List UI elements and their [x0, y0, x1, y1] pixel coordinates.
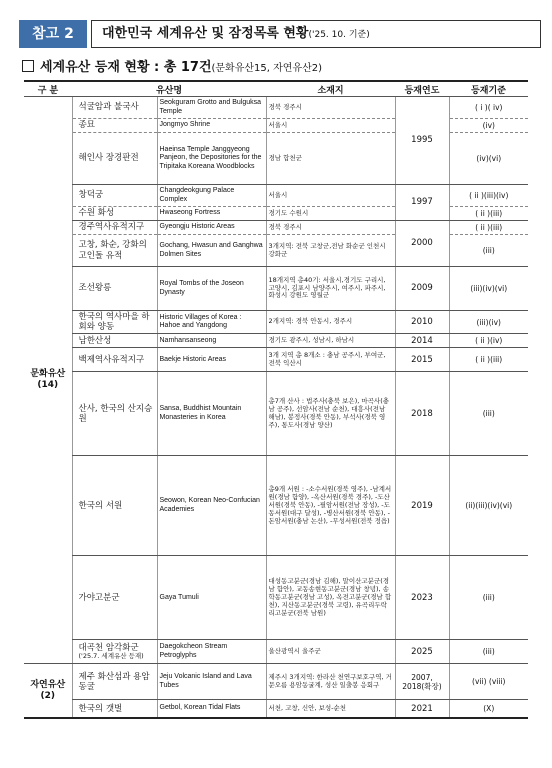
heritage-name-en: Seowon, Korean Neo-Confucian Academies — [157, 456, 266, 556]
category-cultural: 문화유산 (14) — [24, 97, 72, 664]
table-row — [24, 640, 528, 664]
year: 2023 — [395, 556, 449, 640]
table-row — [24, 207, 528, 221]
table-row — [24, 133, 528, 185]
year: 2018 — [395, 372, 449, 456]
criteria: (iii) — [449, 556, 528, 640]
registration-note: ('25.7. 세계유산 등재) — [78, 652, 144, 661]
criteria: (iv)(vi) — [449, 133, 528, 185]
heritage-name-en: Jongmyo Shrine — [157, 119, 266, 133]
heritage-name-ko: 해인사 장경판전 — [72, 133, 157, 185]
location: 대성동고분군(경남 김해), 말이산고분군(경남 함안), 교동송현동고분군(경남 창녕), 송학동고분군(경남 고성), 옥전고분군(경남 합천), 지산동고분군(경북 고령), 유곡리두락리고분군(전북 남원) — [266, 556, 395, 640]
table-row — [24, 664, 528, 700]
location: 서울시 — [266, 119, 395, 133]
location: 2개지역: 경북 안동시, 경주시 — [266, 311, 395, 334]
page-header — [19, 20, 531, 48]
year: 2014 — [395, 334, 449, 348]
year: 2025 — [395, 640, 449, 664]
location: 울산광역시 울주군 — [266, 640, 395, 664]
table-row — [24, 334, 528, 348]
heritage-name-ko: 종묘 — [72, 119, 157, 133]
heritage-name-en: Changdeokgung Palace Complex — [157, 185, 266, 207]
location: 경기도 광주시, 성남시, 하남시 — [266, 334, 395, 348]
heritage-name-ko: 한국의 서원 — [72, 456, 157, 556]
header-location: 소재지 — [266, 81, 395, 97]
heritage-name-en: Seokguram Grotto and Bulguksa Temple — [157, 97, 266, 119]
checkbox-icon — [22, 60, 34, 72]
criteria: (iii)(iv) — [449, 311, 528, 334]
year: 2010 — [395, 311, 449, 334]
table-row — [24, 372, 528, 456]
location: 경기도 수원시 — [266, 207, 395, 221]
heritage-name-ko: 경주역사유적지구 — [72, 221, 157, 235]
table-row — [24, 267, 528, 311]
title-box — [91, 20, 541, 48]
section-heading — [22, 56, 322, 75]
table-row — [24, 235, 528, 267]
location: 경남 합천군 — [266, 133, 395, 185]
table-row — [24, 97, 528, 119]
heritage-name-en: Historic Villages of Korea : Hahoe and Yangdong — [157, 311, 266, 334]
criteria: (iii) — [449, 640, 528, 664]
criteria: ( ii )(iii) — [449, 348, 528, 372]
heritage-name-ko-cell — [72, 640, 157, 664]
heritage-name-ko: 대곡천 암각화군 — [78, 642, 139, 653]
header-criteria: 등재기준 — [449, 81, 528, 97]
year: 1997 — [395, 185, 449, 221]
location: 총7개 산사 : 법주사(충북 보은), 마곡사(충남 공주), 선암사(전남 순천), 대흥사(전남 해남), 봉정사(경북 안동), 부석사(경북 영주), 통도사(경남 양산) — [266, 372, 395, 456]
heritage-name-ko: 조선왕릉 — [72, 267, 157, 311]
heritage-name-en: Sansa, Buddhist Mountain Monasteries in Korea — [157, 372, 266, 456]
heritage-name-en: Getbol, Korean Tidal Flats — [157, 700, 266, 718]
location: 총9개 서원 : -소수서원(경북 영주), -남계서원(경남 함양), -옥산서원(경북 경주), -도산서원(경북 안동), -필암서원(전남 장성), -도동서원(대구 달성), -병산서원(경북 안동), -돈암서원(충남 논산), -무성서원(전북 정읍) — [266, 456, 395, 556]
location: 서천, 고창, 신안, 보성-순천 — [266, 700, 395, 718]
table-row — [24, 119, 528, 133]
heritage-name-ko: 산사, 한국의 산지승원 — [72, 372, 157, 456]
criteria: (X) — [449, 700, 528, 718]
header-year: 등재연도 — [395, 81, 449, 97]
section-title: 세계유산 등재 현황 : 총 17건 — [40, 60, 212, 75]
heritage-name-ko: 창덕궁 — [72, 185, 157, 207]
criteria: (iii) — [449, 235, 528, 267]
criteria: ( ii )(iii)(iv) — [449, 185, 528, 207]
heritage-name-en: Gyeongju Historic Areas — [157, 221, 266, 235]
table-row — [24, 348, 528, 372]
table-row — [24, 700, 528, 718]
heritage-name-ko: 한국의 갯벌 — [72, 700, 157, 718]
location: 서울시 — [266, 185, 395, 207]
table-row — [24, 221, 528, 235]
heritage-name-ko: 백제역사유적지구 — [72, 348, 157, 372]
criteria: ( i )( iv) — [449, 97, 528, 119]
location: 18개지역 총40기: 서울시,경기도 구리시, 고양시, 김포시 남양주시, 여주시, 파주시, 화성시 강원도 영월군 — [266, 267, 395, 311]
year: 2000 — [395, 221, 449, 267]
heritage-name-ko: 한국의 역사마을 하회와 양동 — [72, 311, 157, 334]
year: 2009 — [395, 267, 449, 311]
criteria: ( ii )(iii) — [449, 221, 528, 235]
year: 2019 — [395, 456, 449, 556]
heritage-name-en: Gochang, Hwasun and Ganghwa Dolmen Sites — [157, 235, 266, 267]
heritage-name-ko: 가야고분군 — [72, 556, 157, 640]
criteria: (iii)(iv)(vi) — [449, 267, 528, 311]
heritage-name-ko: 석굴암과 불국사 — [72, 97, 157, 119]
header-category: 구 분 — [24, 81, 72, 97]
table-row — [24, 556, 528, 640]
heritage-name-en: Gaya Tumuli — [157, 556, 266, 640]
heritage-name-en: Hwaseong Fortress — [157, 207, 266, 221]
table-row — [24, 311, 528, 334]
year: 1995 — [395, 97, 449, 185]
heritage-name-en: Haeinsa Temple Janggyeong Panjeon, the Depositories for the Tripitaka Koreana Woodblocks — [157, 133, 266, 185]
location: 경북 경주시 — [266, 221, 395, 235]
location: 3개지역: 전북 고창군,전남 화순군 인천시 강화군 — [266, 235, 395, 267]
date-note: ('25. 10. 기준) — [308, 30, 370, 40]
criteria: (iv) — [449, 119, 528, 133]
heritage-name-ko: 남한산성 — [72, 334, 157, 348]
heritage-name-ko: 제주 화산섬과 용암동굴 — [72, 664, 157, 700]
heritage-name-en: Namhansanseong — [157, 334, 266, 348]
category-natural: 자연유산 (2) — [24, 664, 72, 718]
criteria: (vii) (viii) — [449, 664, 528, 700]
heritage-name-en: Daegokcheon Stream Petroglyphs — [157, 640, 266, 664]
criteria: ( ii )(iii) — [449, 207, 528, 221]
heritage-name-en: Jeju Volcanic Island and Lava Tubes — [157, 664, 266, 700]
criteria: (ii)(iii)(iv)(vi) — [449, 456, 528, 556]
criteria: (iii) — [449, 372, 528, 456]
year: 2007, 2018(확장) — [395, 664, 449, 700]
heritage-name-ko: 수원 화성 — [72, 207, 157, 221]
location: 경북 경주시 — [266, 97, 395, 119]
heritage-table — [24, 80, 528, 719]
heritage-name-en: Royal Tombs of the Joseon Dynasty — [157, 267, 266, 311]
heritage-name-ko: 고창, 화순, 강화의 고인돌 유적 — [72, 235, 157, 267]
table-row — [24, 456, 528, 556]
table-row — [24, 185, 528, 207]
document-title: 대한민국 세계유산 및 잠정목록 현황 — [102, 26, 309, 41]
year: 2021 — [395, 700, 449, 718]
reference-badge: 참고 2 — [19, 20, 87, 48]
heritage-name-en: Baekje Historic Areas — [157, 348, 266, 372]
criteria: ( ii )(iv) — [449, 334, 528, 348]
location: 제주시 3개지역: 한라산 천연구보호구역, 거문오름 용암동굴계, 성산 일출봉 응회구 — [266, 664, 395, 700]
year: 2015 — [395, 348, 449, 372]
header-name: 유산명 — [72, 81, 266, 97]
table-header-row — [24, 81, 528, 97]
location: 3개 지역 총 8개소 : 충남 공주시, 부여군, 전북 익산시 — [266, 348, 395, 372]
section-note: (문화유산15, 자연유산2) — [211, 63, 323, 74]
